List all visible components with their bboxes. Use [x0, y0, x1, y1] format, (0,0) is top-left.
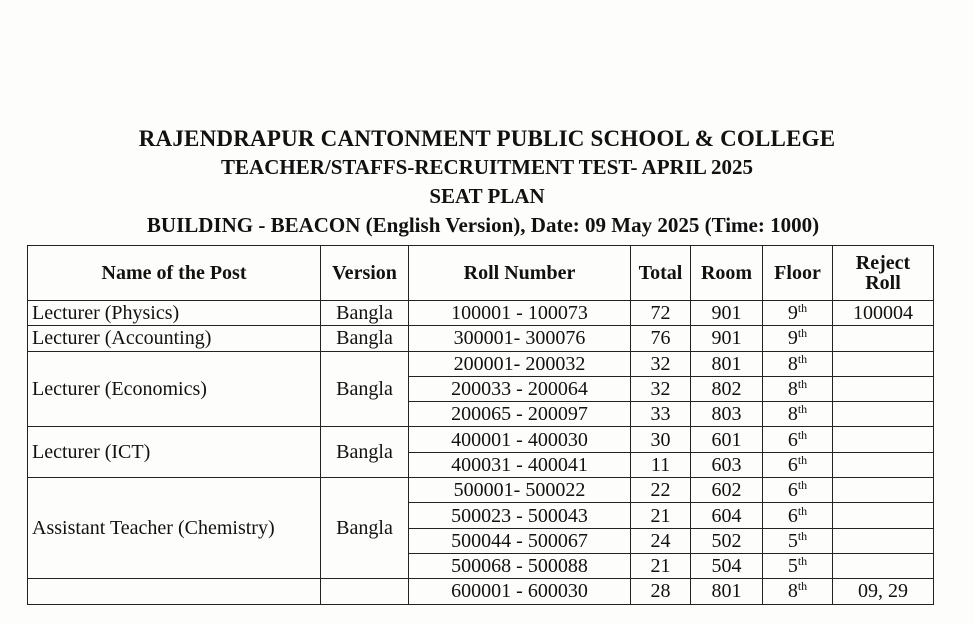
- document-header: [0, 124, 974, 240]
- institution-title: RAJENDRAPUR CANTONMENT PUBLIC SCHOOL & COLLEGE: [138, 126, 836, 151]
- room-cell: 803: [691, 402, 763, 427]
- total-cell: 21: [631, 503, 691, 528]
- reject-header-line1: Reject: [855, 252, 911, 274]
- version-cell: [321, 579, 409, 604]
- version-cell: Bangla: [321, 301, 409, 326]
- total-cell: 30: [631, 427, 691, 452]
- floor-number: 5: [787, 555, 798, 578]
- table-header-row: [28, 246, 934, 301]
- roll-number-cell: 400001 - 400030: [409, 427, 631, 452]
- floor-cell: [763, 326, 833, 351]
- exam-title: TEACHER/STAFFS-RECRUITMENT TEST- APRIL 2025: [221, 155, 753, 179]
- floor-ordinal-suffix: th: [797, 402, 808, 417]
- floor-ordinal-suffix: th: [797, 503, 808, 518]
- total-cell: 32: [631, 376, 691, 401]
- floor-number: 8: [787, 378, 798, 401]
- post-name-cell: Lecturer (Accounting): [28, 326, 321, 351]
- floor-number: 9: [787, 327, 798, 350]
- reject-roll-cell: 09, 29: [833, 579, 934, 604]
- floor-cell: [763, 452, 833, 477]
- total-cell: 21: [631, 553, 691, 578]
- floor-ordinal-suffix: th: [797, 351, 808, 366]
- roll-number-cell: 400031 - 400041: [409, 452, 631, 477]
- room-cell: 502: [691, 528, 763, 553]
- roll-number-cell: 200001- 200032: [409, 351, 631, 376]
- roll-number-cell: 300001- 300076: [409, 326, 631, 351]
- reject-roll-cell: [833, 452, 934, 477]
- room-cell: 603: [691, 452, 763, 477]
- post-name-cell: Lecturer (Economics): [28, 351, 321, 427]
- reject-roll-cell: [833, 351, 934, 376]
- post-name-cell: [28, 579, 321, 604]
- col-header-total: Total: [631, 246, 691, 301]
- table-row: [28, 326, 934, 351]
- floor-ordinal-suffix: th: [797, 528, 808, 543]
- table-row: [28, 579, 934, 604]
- floor-ordinal-suffix: th: [797, 478, 808, 493]
- reject-roll-cell: [833, 427, 934, 452]
- building-date-line: BUILDING - BEACON (English Version), Date: 09 May 2025 (Time: 1000): [146, 213, 820, 237]
- roll-number-cell: 600001 - 600030: [409, 579, 631, 604]
- floor-cell: [763, 301, 833, 326]
- floor-number: 6: [787, 453, 798, 476]
- version-cell: Bangla: [321, 478, 409, 579]
- table-row: [28, 301, 934, 326]
- seat-plan-table: [27, 245, 934, 605]
- roll-number-cell: 100001 - 100073: [409, 301, 631, 326]
- reject-roll-cell: [833, 326, 934, 351]
- floor-ordinal-suffix: th: [797, 427, 808, 442]
- total-cell: 24: [631, 528, 691, 553]
- reject-roll-cell: 100004: [833, 301, 934, 326]
- floor-number: 6: [787, 504, 798, 527]
- post-name-cell: Lecturer (Physics): [28, 301, 321, 326]
- room-cell: 604: [691, 503, 763, 528]
- floor-ordinal-suffix: th: [797, 579, 808, 594]
- post-name-cell: Assistant Teacher (Chemistry): [28, 478, 321, 579]
- total-cell: 22: [631, 478, 691, 503]
- roll-number-cell: 200065 - 200097: [409, 402, 631, 427]
- roll-number-cell: 500001- 500022: [409, 478, 631, 503]
- floor-cell: [763, 376, 833, 401]
- roll-number-cell: 500023 - 500043: [409, 503, 631, 528]
- col-header-floor: Floor: [763, 246, 833, 301]
- table-row: [28, 427, 934, 452]
- room-cell: 801: [691, 351, 763, 376]
- reject-roll-cell: [833, 553, 934, 578]
- floor-ordinal-suffix: th: [797, 452, 808, 467]
- table-row: [28, 478, 934, 503]
- room-cell: 802: [691, 376, 763, 401]
- floor-cell: [763, 478, 833, 503]
- floor-cell: [763, 351, 833, 376]
- floor-cell: [763, 528, 833, 553]
- floor-number: 5: [787, 529, 798, 552]
- room-cell: 901: [691, 326, 763, 351]
- room-cell: 901: [691, 301, 763, 326]
- floor-number: 6: [787, 479, 798, 502]
- col-header-version: Version: [321, 246, 409, 301]
- version-cell: Bangla: [321, 427, 409, 478]
- floor-cell: [763, 553, 833, 578]
- total-cell: 11: [631, 452, 691, 477]
- floor-cell: [763, 503, 833, 528]
- reject-roll-cell: [833, 528, 934, 553]
- col-header-reject-roll: [833, 246, 934, 301]
- floor-cell: [763, 427, 833, 452]
- floor-ordinal-suffix: th: [797, 301, 808, 316]
- roll-number-cell: 200033 - 200064: [409, 376, 631, 401]
- seat-plan-title: SEAT PLAN: [429, 184, 545, 208]
- floor-number: 8: [787, 403, 798, 426]
- room-cell: 801: [691, 579, 763, 604]
- floor-ordinal-suffix: th: [797, 377, 808, 392]
- table-row: [28, 351, 934, 376]
- reject-roll-cell: [833, 402, 934, 427]
- reject-roll-cell: [833, 478, 934, 503]
- room-cell: 504: [691, 553, 763, 578]
- col-header-post: Name of the Post: [28, 246, 321, 301]
- roll-number-cell: 500044 - 500067: [409, 528, 631, 553]
- floor-cell: [763, 579, 833, 604]
- total-cell: 33: [631, 402, 691, 427]
- floor-number: 8: [787, 352, 798, 375]
- roll-number-cell: 500068 - 500088: [409, 553, 631, 578]
- version-cell: Bangla: [321, 326, 409, 351]
- reject-header-line2: Roll: [865, 272, 901, 294]
- floor-cell: [763, 402, 833, 427]
- reject-roll-cell: [833, 376, 934, 401]
- total-cell: 28: [631, 579, 691, 604]
- col-header-roll: Roll Number: [409, 246, 631, 301]
- floor-ordinal-suffix: th: [797, 554, 808, 569]
- post-name-cell: Lecturer (ICT): [28, 427, 321, 478]
- floor-number: 8: [787, 580, 798, 603]
- floor-number: 9: [787, 302, 798, 325]
- floor-number: 6: [787, 428, 798, 451]
- version-cell: Bangla: [321, 351, 409, 427]
- total-cell: 72: [631, 301, 691, 326]
- reject-roll-cell: [833, 503, 934, 528]
- floor-ordinal-suffix: th: [797, 326, 808, 341]
- total-cell: 76: [631, 326, 691, 351]
- room-cell: 601: [691, 427, 763, 452]
- total-cell: 32: [631, 351, 691, 376]
- table-body: [28, 301, 934, 605]
- room-cell: 602: [691, 478, 763, 503]
- col-header-room: Room: [691, 246, 763, 301]
